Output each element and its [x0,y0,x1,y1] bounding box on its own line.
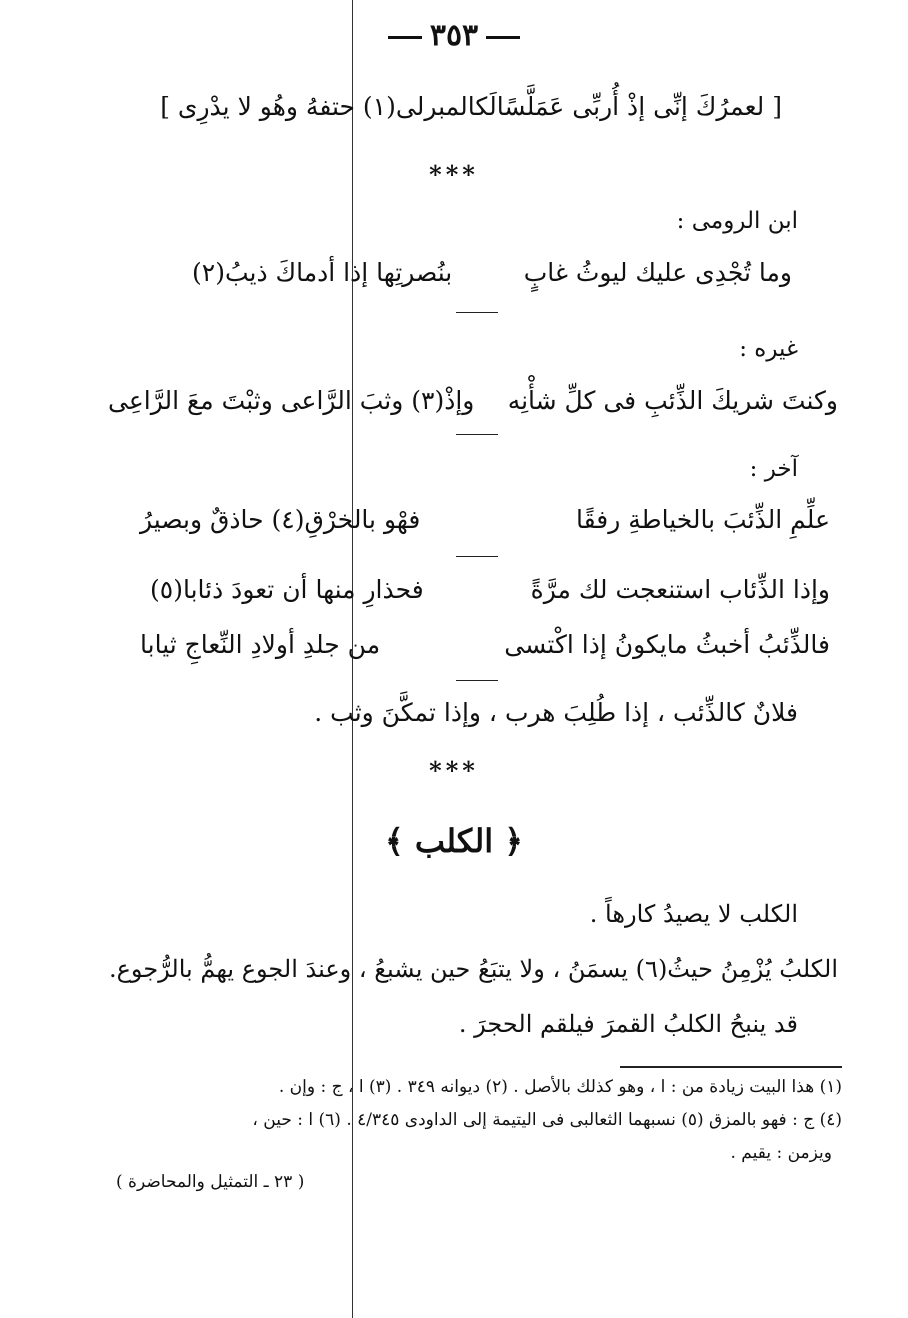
page-number-text: ٣٥٣ [429,18,479,53]
label-ghayruhu: غيره : [739,336,798,362]
dash-left [486,36,520,39]
verse-1-second-hemistich: لَكالمبرلى(١) حتفهُ وهُو لا يدْرِى ] [160,92,497,121]
verse-divider [456,434,498,435]
verse-2-second-hemistich: بنُصرتِها إذا أدماكَ ذيبُ(٢) [192,258,453,287]
verse-3-first-hemistich: وكنتَ شريكَ الذِّئبِ فى كلِّ شأْنِه [507,386,838,415]
verse-6-second-hemistich: من جلدِ أولادِ النِّعاجِ ثيابا [140,630,381,659]
verse-5-first-hemistich: وإذا الذِّئاب استنعجت لك مرَّةً [530,575,830,604]
verse-divider [456,312,498,313]
verse-2-first-hemistich: وما تُجْدِى عليك ليوثُ غابٍ [523,258,792,287]
verse-1 [160,92,782,121]
verse-5 [150,575,830,604]
verse-divider [456,680,498,681]
printer-signature: ( ٢٣ ـ التمثيل والمحاضرة ) [116,1172,305,1192]
verse-4-second-hemistich: فهْو بالخرْقِ(٤) حاذقٌ وبصيرُ [140,505,421,534]
page-number [0,18,908,53]
dog-saying-2: الكلبُ يُزْمِنُ حيثُ(٦) يسمَنُ ، ولا يتبَعُ حين يشبعُ ، وعندَ الجوع يهمُّ بالرُّجوع. [108,955,838,983]
verse-divider [456,556,498,557]
footnote-line-2: (٤) ج : فهو بالمزق (٥) نسبهما الثعالبى فى اليتيمة إلى الداودى ٤/٣٤٥ . (٦) ا : حين ، [252,1110,842,1130]
footnote-line-3: ويزمن : يقيم . [730,1143,832,1163]
section-title-dog: ﴿ الكلب ﴾ [384,822,524,860]
footnote-line-1: (١) هذا البيت زيادة من : ا ، وهو كذلك بالأصل . (٢) ديوانه ٣٤٩ . (٣) ا ، ج : وإن . [278,1077,842,1097]
footnote-rule [620,1066,842,1068]
dash-right [388,36,422,39]
wolf-proverb: فلانٌ كالذِّئب ، إذا طُلِبَ هرب ، وإذا تمكَّنَ وثب . [314,698,798,727]
verse-5-second-hemistich: فحذارِ منها أن تعودَ ذئابا(٥) [150,575,424,604]
verse-3-second-hemistich: وإذْ(٣) وثبَ الرَّاعى وثبْتَ معَ الرَّاعِى [108,386,475,415]
dog-saying-1: الكلب لا يصيدُ كارهاً . [589,900,798,928]
verse-3 [108,386,838,415]
dog-saying-3: قد ينبحُ الكلبُ القمرَ فيلقم الحجرَ . [458,1010,798,1038]
separator-stars-1: *** [429,160,479,189]
verse-2 [192,258,792,287]
verse-1-first-hemistich: [ لعمرُكَ إنِّى إذْ أُربِّى عَمَلَّسًا [496,92,782,121]
verse-6 [140,630,830,659]
verse-4-first-hemistich: علِّمِ الذِّئبَ بالخياطةِ رفقًا [576,505,830,534]
separator-stars-2: *** [429,756,479,785]
label-akhar: آخر : [749,456,798,482]
verse-4 [140,505,830,534]
label-ibn-al-rumi: ابن الرومى : [676,208,798,234]
verse-6-first-hemistich: فالذِّئبُ أخبثُ مايكونُ إذا اكْتسى [504,630,830,659]
